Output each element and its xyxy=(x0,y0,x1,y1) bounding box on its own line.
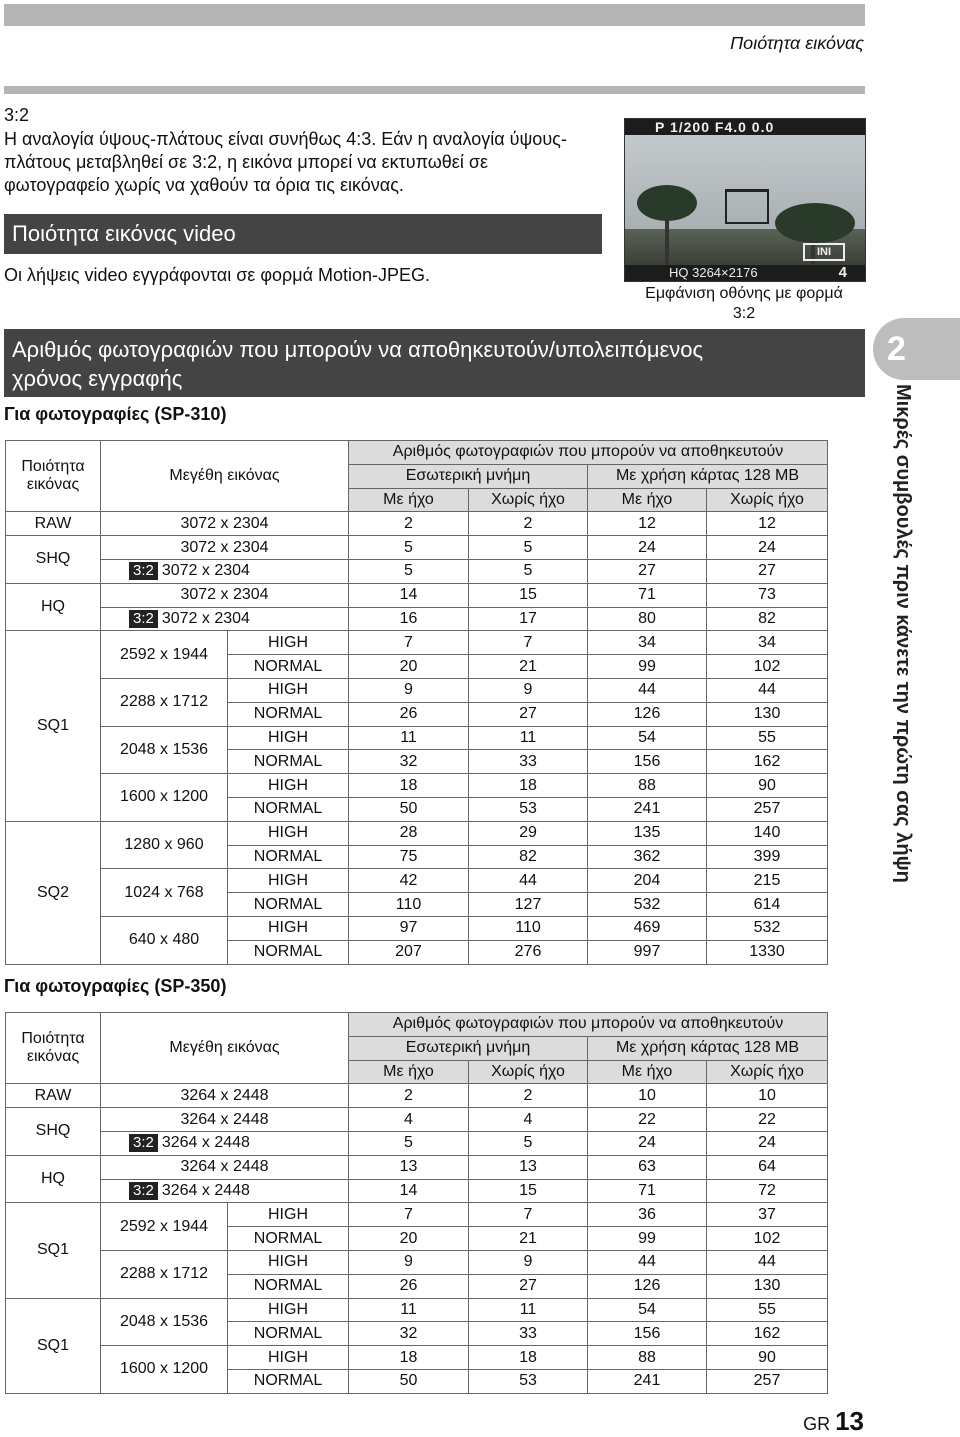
count-cell: 88 xyxy=(588,1346,707,1370)
table-row xyxy=(6,869,828,893)
count-cell: 4 xyxy=(349,1108,469,1132)
quality-header xyxy=(6,441,101,512)
count-cell: 32 xyxy=(349,1322,469,1346)
quality-header-line2: εικόνας xyxy=(26,476,80,494)
count-cell: 36 xyxy=(588,1203,707,1227)
table-row xyxy=(6,821,828,845)
count-cell: 24 xyxy=(588,1131,707,1155)
count-cell: 204 xyxy=(588,869,707,893)
count-cell: 72 xyxy=(707,1179,828,1203)
count-cell: 5 xyxy=(469,559,588,583)
sound-header: Με ήχο xyxy=(349,1060,469,1084)
size-cell: 3264 x 2448 xyxy=(101,1084,349,1108)
count-cell: 130 xyxy=(707,702,828,726)
ratio-heading: 3:2 xyxy=(4,105,30,125)
size-cell: 2288 x 1712 xyxy=(101,1250,228,1298)
size-cell: 1280 x 960 xyxy=(101,821,228,869)
count-title-line2: χρόνος εγγραφής xyxy=(12,366,183,391)
size-cell: 3264 x 2448 xyxy=(101,1108,349,1132)
count-cell: 11 xyxy=(349,1298,469,1322)
sound-header: Με ήχο xyxy=(588,1060,707,1084)
count-cell: 50 xyxy=(349,797,469,821)
table-row xyxy=(6,559,828,583)
quality-header-line1: Ποιότητα xyxy=(21,458,85,476)
count-cell: 12 xyxy=(707,512,828,536)
preview-shot-count: 4 xyxy=(838,264,847,281)
table-row xyxy=(6,726,828,750)
quality-cell: SQ1 xyxy=(6,631,101,821)
count-cell: 44 xyxy=(707,1250,828,1274)
ini-indicator: INI xyxy=(803,243,845,261)
size-cell: 3072 x 2304 xyxy=(101,536,349,560)
count-cell: 9 xyxy=(469,678,588,702)
quality-cell: SHQ xyxy=(6,536,101,584)
screen-preview-image xyxy=(624,118,866,282)
count-cell: 110 xyxy=(469,916,588,940)
count-cell: 44 xyxy=(707,678,828,702)
compression-cell: NORMAL xyxy=(228,750,349,774)
count-cell: 156 xyxy=(588,750,707,774)
count-cell: 16 xyxy=(349,607,469,631)
count-cell: 614 xyxy=(707,893,828,917)
table-sp310 xyxy=(5,440,828,965)
ratio-3-2-badge: 3:2 xyxy=(129,1134,158,1152)
count-cell: 5 xyxy=(349,1131,469,1155)
count-cell: 26 xyxy=(349,702,469,726)
quality-header-line2: εικόνας xyxy=(26,1048,80,1066)
count-cell: 18 xyxy=(469,1346,588,1370)
count-cell: 5 xyxy=(469,536,588,560)
count-cell: 126 xyxy=(588,1274,707,1298)
count-cell: 127 xyxy=(469,893,588,917)
size-cell xyxy=(101,559,349,583)
compression-cell: HIGH xyxy=(228,916,349,940)
count-cell: 7 xyxy=(469,631,588,655)
sizes-header: Μεγέθη εικόνας xyxy=(101,441,349,512)
count-cell: 53 xyxy=(469,1369,588,1393)
page-number xyxy=(803,1406,864,1437)
count-cell: 13 xyxy=(469,1155,588,1179)
compression-cell: HIGH xyxy=(228,631,349,655)
count-cell: 29 xyxy=(469,821,588,845)
count-cell: 90 xyxy=(707,774,828,798)
table-row xyxy=(6,1108,828,1132)
preview-hud-top: P 1/200 F4.0 0.0 xyxy=(625,119,865,135)
quality-cell: HQ xyxy=(6,1155,101,1203)
preview-caption-line2: 3:2 xyxy=(732,305,756,322)
compression-cell: NORMAL xyxy=(228,655,349,679)
video-section-title: Ποιότητα εικόνας video xyxy=(4,214,602,254)
count-cell: 532 xyxy=(588,893,707,917)
count-cell: 24 xyxy=(707,1131,828,1155)
count-cell: 63 xyxy=(588,1155,707,1179)
count-cell: 10 xyxy=(707,1084,828,1108)
page-header-title: Ποιότητα εικόνας xyxy=(730,33,864,53)
count-cell: 2 xyxy=(469,1084,588,1108)
table-row xyxy=(6,512,828,536)
count-cell: 44 xyxy=(588,1250,707,1274)
count-cell: 33 xyxy=(469,750,588,774)
preview-hud-bottom xyxy=(625,265,865,281)
count-cell: 11 xyxy=(469,726,588,750)
table-row xyxy=(6,1155,828,1179)
size-cell: 2592 x 1944 xyxy=(101,1203,228,1251)
count-cell: 9 xyxy=(469,1250,588,1274)
table1-title: Για φωτογραφίες (SP-310) xyxy=(4,404,227,424)
count-cell: 99 xyxy=(588,655,707,679)
count-cell: 55 xyxy=(707,726,828,750)
count-cell: 140 xyxy=(707,821,828,845)
size-cell xyxy=(101,607,349,631)
size-cell: 640 x 480 xyxy=(101,916,228,964)
size-value: 3264 x 2448 xyxy=(161,1134,250,1152)
count-cell: 18 xyxy=(469,774,588,798)
quality-cell: RAW xyxy=(6,512,101,536)
count-cell: 11 xyxy=(469,1298,588,1322)
quality-cell: SQ1 xyxy=(6,1203,101,1298)
count-cell: 28 xyxy=(349,821,469,845)
ratio-3-2-badge: 3:2 xyxy=(129,1182,158,1200)
table-row xyxy=(6,536,828,560)
count-cell: 26 xyxy=(349,1274,469,1298)
table-header-row xyxy=(6,441,828,465)
count-cell: 97 xyxy=(349,916,469,940)
video-section-text: Οι λήψεις video εγγράφονται σε φορμά Motion-JPEG. xyxy=(4,265,431,285)
size-cell: 1600 x 1200 xyxy=(101,774,228,822)
chapter-side-text: Μικρές συμβουλές πριν κάνετε την πρώτη σας λήψη xyxy=(892,384,914,883)
count-cell: 126 xyxy=(588,702,707,726)
count-cell: 1330 xyxy=(707,940,828,964)
compression-cell: HIGH xyxy=(228,821,349,845)
count-cell: 276 xyxy=(469,940,588,964)
ratio-3-2-badge: 3:2 xyxy=(129,562,158,580)
count-cell: 44 xyxy=(588,678,707,702)
count-cell: 997 xyxy=(588,940,707,964)
size-cell: 1600 x 1200 xyxy=(101,1346,228,1394)
table2-title: Για φωτογραφίες (SP-350) xyxy=(4,976,227,996)
compression-cell: HIGH xyxy=(228,678,349,702)
count-cell: 44 xyxy=(469,869,588,893)
count-cell: 130 xyxy=(707,1274,828,1298)
sound-header: Με ήχο xyxy=(349,488,469,512)
storable-header: Αριθμός φωτογραφιών που μπορούν να αποθηκευτούν xyxy=(349,441,828,465)
count-cell: 22 xyxy=(588,1108,707,1132)
count-cell: 50 xyxy=(349,1369,469,1393)
sound-header: Χωρίς ήχο xyxy=(469,1060,588,1084)
compression-cell: HIGH xyxy=(228,1346,349,1370)
storable-header: Αριθμός φωτογραφιών που μπορούν να αποθηκευτούν xyxy=(349,1013,828,1037)
count-cell: 241 xyxy=(588,797,707,821)
count-cell: 54 xyxy=(588,726,707,750)
count-cell: 14 xyxy=(349,583,469,607)
table-row xyxy=(6,607,828,631)
compression-cell: NORMAL xyxy=(228,1322,349,1346)
count-section-title xyxy=(4,329,865,397)
count-cell: 80 xyxy=(588,607,707,631)
count-cell: 13 xyxy=(349,1155,469,1179)
count-cell: 22 xyxy=(707,1108,828,1132)
compression-cell: NORMAL xyxy=(228,893,349,917)
table-row xyxy=(6,1179,828,1203)
count-cell: 207 xyxy=(349,940,469,964)
quality-cell: SQ1 xyxy=(6,1298,101,1393)
count-cell: 33 xyxy=(469,1322,588,1346)
ratio-text-1: Η αναλογία ύψους-πλάτους είναι συνήθως 4:3. Εάν η αναλογία ύψους- xyxy=(4,129,567,149)
size-value: 3072 x 2304 xyxy=(161,609,250,627)
count-cell: 21 xyxy=(469,1227,588,1251)
count-cell: 34 xyxy=(707,631,828,655)
palm-trunk xyxy=(665,215,669,265)
count-cell: 362 xyxy=(588,845,707,869)
count-cell: 71 xyxy=(588,1179,707,1203)
table-row xyxy=(6,1203,828,1227)
sizes-header: Μεγέθη εικόνας xyxy=(101,1013,349,1084)
count-cell: 27 xyxy=(588,559,707,583)
size-cell: 2048 x 1536 xyxy=(101,1298,228,1346)
count-cell: 18 xyxy=(349,774,469,798)
size-value: 3072 x 2304 xyxy=(161,562,250,580)
quality-header xyxy=(6,1013,101,1084)
count-cell: 257 xyxy=(707,797,828,821)
count-cell: 11 xyxy=(349,726,469,750)
size-cell: 2288 x 1712 xyxy=(101,678,228,726)
compression-cell: HIGH xyxy=(228,869,349,893)
count-cell: 102 xyxy=(707,1227,828,1251)
sound-header: Χωρίς ήχο xyxy=(707,488,828,512)
count-cell: 2 xyxy=(349,512,469,536)
count-cell: 82 xyxy=(469,845,588,869)
compression-cell: HIGH xyxy=(228,1250,349,1274)
count-cell: 32 xyxy=(349,750,469,774)
count-cell: 162 xyxy=(707,750,828,774)
sound-header: Χωρίς ήχο xyxy=(707,1060,828,1084)
compression-cell: NORMAL xyxy=(228,1369,349,1393)
count-cell: 18 xyxy=(349,1346,469,1370)
count-cell: 53 xyxy=(469,797,588,821)
table-row xyxy=(6,678,828,702)
size-cell: 3072 x 2304 xyxy=(101,512,349,536)
internal-memory-header: Εσωτερική μνήμη xyxy=(349,1036,588,1060)
table-row xyxy=(6,583,828,607)
count-cell: 42 xyxy=(349,869,469,893)
sound-header: Με ήχο xyxy=(588,488,707,512)
count-cell: 10 xyxy=(588,1084,707,1108)
count-cell: 54 xyxy=(588,1298,707,1322)
size-cell: 3072 x 2304 xyxy=(101,583,349,607)
size-cell xyxy=(101,1131,349,1155)
compression-cell: NORMAL xyxy=(228,797,349,821)
palm-tree-shape xyxy=(775,203,855,243)
count-cell: 135 xyxy=(588,821,707,845)
table-row xyxy=(6,1250,828,1274)
compression-cell: NORMAL xyxy=(228,845,349,869)
count-cell: 102 xyxy=(707,655,828,679)
count-cell: 2 xyxy=(469,512,588,536)
count-cell: 257 xyxy=(707,1369,828,1393)
count-cell: 7 xyxy=(469,1203,588,1227)
compression-cell: HIGH xyxy=(228,774,349,798)
header-rule xyxy=(4,86,865,94)
count-cell: 34 xyxy=(588,631,707,655)
count-cell: 90 xyxy=(707,1346,828,1370)
count-cell: 37 xyxy=(707,1203,828,1227)
page-lang: GR xyxy=(803,1414,831,1434)
preview-quality-size: HQ 3264×2176 xyxy=(669,265,758,280)
count-cell: 73 xyxy=(707,583,828,607)
card-header: Με χρήση κάρτας 128 MB xyxy=(588,464,828,488)
count-cell: 27 xyxy=(707,559,828,583)
size-cell: 2592 x 1944 xyxy=(101,631,228,679)
quality-cell: HQ xyxy=(6,583,101,631)
count-cell: 5 xyxy=(349,536,469,560)
compression-cell: NORMAL xyxy=(228,1274,349,1298)
count-cell: 21 xyxy=(469,655,588,679)
count-cell: 14 xyxy=(349,1179,469,1203)
count-cell: 9 xyxy=(349,1250,469,1274)
ratio-3-2-badge: 3:2 xyxy=(129,610,158,628)
count-cell: 469 xyxy=(588,916,707,940)
size-cell: 2048 x 1536 xyxy=(101,726,228,774)
header-bar xyxy=(4,4,865,26)
count-cell: 110 xyxy=(349,893,469,917)
table-row xyxy=(6,1298,828,1322)
ratio-text-2: πλάτους μεταβληθεί σε 3:2, η εικόνα μπορεί να εκτυπωθεί σε xyxy=(4,152,488,172)
preview-caption-line1: Εμφάνιση οθόνης με φορμά xyxy=(645,285,843,302)
compression-cell: HIGH xyxy=(228,1298,349,1322)
count-title-line1: Αριθμός φωτογραφιών που μπορούν να αποθηκευτούν/υπολειπόμενος xyxy=(12,337,704,362)
count-cell: 88 xyxy=(588,774,707,798)
compression-cell: NORMAL xyxy=(228,940,349,964)
count-cell: 7 xyxy=(349,1203,469,1227)
table-row xyxy=(6,631,828,655)
compression-cell: NORMAL xyxy=(228,702,349,726)
size-cell: 1024 x 768 xyxy=(101,869,228,917)
card-header: Με χρήση κάρτας 128 MB xyxy=(588,1036,828,1060)
quality-header-line1: Ποιότητα xyxy=(21,1030,85,1048)
count-cell: 2 xyxy=(349,1084,469,1108)
size-cell xyxy=(101,1179,349,1203)
internal-memory-header: Εσωτερική μνήμη xyxy=(349,464,588,488)
table-row xyxy=(6,1131,828,1155)
table-row xyxy=(6,916,828,940)
quality-cell: SQ2 xyxy=(6,821,101,964)
count-cell: 532 xyxy=(707,916,828,940)
table-row xyxy=(6,1084,828,1108)
count-cell: 17 xyxy=(469,607,588,631)
quality-cell: SHQ xyxy=(6,1108,101,1156)
compression-cell: HIGH xyxy=(228,726,349,750)
count-cell: 12 xyxy=(588,512,707,536)
table-sp350 xyxy=(5,1012,828,1394)
ratio-text-3: φωτογραφείο χωρίς να χαθούν τα όρια τις εικόνας. xyxy=(4,175,404,195)
count-cell: 20 xyxy=(349,1227,469,1251)
compression-cell: NORMAL xyxy=(228,1227,349,1251)
table-header-row xyxy=(6,1013,828,1037)
count-cell: 4 xyxy=(469,1108,588,1132)
compression-cell: HIGH xyxy=(228,1203,349,1227)
count-cell: 241 xyxy=(588,1369,707,1393)
count-cell: 215 xyxy=(707,869,828,893)
quality-cell: RAW xyxy=(6,1084,101,1108)
count-cell: 15 xyxy=(469,583,588,607)
table-row xyxy=(6,1346,828,1370)
count-cell: 75 xyxy=(349,845,469,869)
count-cell: 5 xyxy=(349,559,469,583)
count-cell: 399 xyxy=(707,845,828,869)
count-cell: 64 xyxy=(707,1155,828,1179)
count-cell: 20 xyxy=(349,655,469,679)
count-cell: 156 xyxy=(588,1322,707,1346)
sound-header: Χωρίς ήχο xyxy=(469,488,588,512)
page-number-value: 13 xyxy=(835,1406,864,1436)
count-cell: 24 xyxy=(707,536,828,560)
count-cell: 99 xyxy=(588,1227,707,1251)
size-cell: 3264 x 2448 xyxy=(101,1155,349,1179)
count-cell: 5 xyxy=(469,1131,588,1155)
count-cell: 24 xyxy=(588,536,707,560)
count-cell: 82 xyxy=(707,607,828,631)
table-row xyxy=(6,774,828,798)
af-frame-icon xyxy=(725,189,769,224)
count-cell: 55 xyxy=(707,1298,828,1322)
count-cell: 15 xyxy=(469,1179,588,1203)
size-value: 3264 x 2448 xyxy=(161,1181,250,1199)
count-cell: 27 xyxy=(469,702,588,726)
count-cell: 162 xyxy=(707,1322,828,1346)
count-cell: 71 xyxy=(588,583,707,607)
count-cell: 9 xyxy=(349,678,469,702)
chapter-tab: 2 xyxy=(873,318,960,380)
preview-caption xyxy=(624,284,864,324)
count-cell: 7 xyxy=(349,631,469,655)
count-cell: 27 xyxy=(469,1274,588,1298)
